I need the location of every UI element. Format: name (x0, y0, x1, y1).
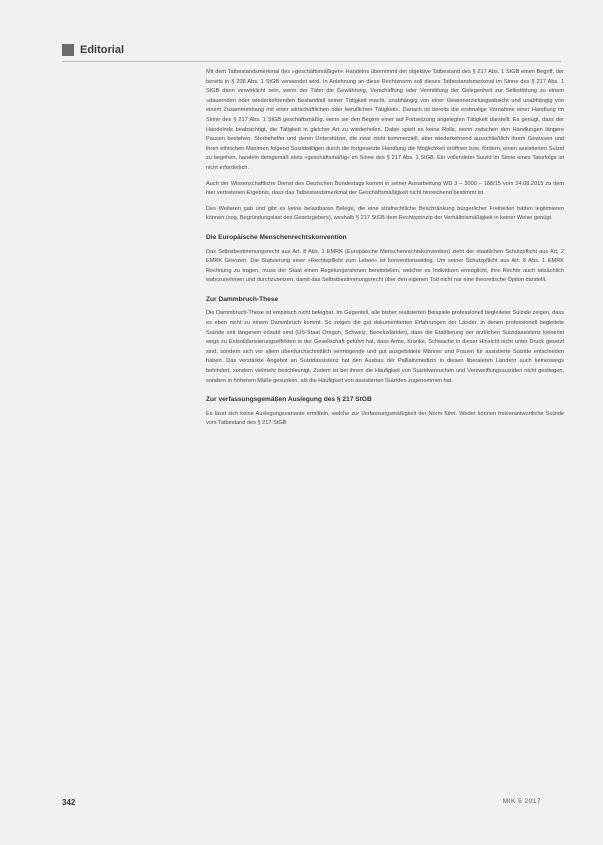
page-footer (0, 798, 603, 812)
section-header (62, 44, 124, 56)
paragraph: Mit dem Tatbestandsmerkmal des »geschäftsmäßigen« Handelns übernimmt der objektive Tatbestand des § 217 Abs. 1 StGB einen Begriff, der bereits in § 206 Abs. 1 StGB verwendet wird. In Anlehnung an diese Rechtsnorm soll dieses Tatbestandsmerkmal im Sinne des § 217 Abs. 1 StGB dann verwirklicht sein, wenn der Täter die Gewährung, Verschaffung oder Vermittlung der Gelegenheit zur Selbsttötung zu einem »dauernden oder wiederkehrenden Bestandteil seiner Tätigkeit macht, unabhängig von einer Gewinnerzielungsabsicht und unabhängig von einem Zusammenhang mit einer wirtschaftlichen oder beruflichen Tätigkeit«. Danach ist bereits die erstmalige Vornahme einer Handlung im Sinne des § 217 Abs. 1 StGB geschäftsmäßig, wenn sie den Beginn einer auf Fortsetzung angelegten Tätigkeit darstellt. Es genügt, dass der Handelnde beabsichtigt, die Tätigkeit in gleicher Art zu wiederholen. Dabei spielt es keine Rolle, wenn zwischen den Handlungen längere Pausen bestehen. Sterbehelfer und deren Unterstützer, die zwar nicht kommerziell, aber wiederkehrend ausschließlich ihrem Gewissen und ihren ethischen Maximen folgend Suizidwilligen durch die fortgesetzte Handlung die Möglichkeit eröffnen bzw. fördern, einen assistierten Suizid zu begehen, handeln demgemäß stets »geschäftsmäßig« im Sinne des § 217 Abs. 1 StGB. Ein vollendeter Suizid im Sinne eines Tatorfolgs ist nicht erforderlich. (206, 69, 564, 171)
paragraph: Die Dammbruch-These ist empirisch nicht belegbar. Im Gegenteil, alle bisher realisierten Beispiele professionell begleiteter Suizide zeigen, dass es eben nicht zu einem Dammbruch kommt. So zeigen die gut dokumentierten Erfahrungen der Länder, in denen professionell begleitete Suizide seit längerem erlaubt sind (US-Staat Oregon, Schweiz, Beneluxländer), dass die Etablierung der ärztlichen Suizidassistenz keinerlei wegs zu Entsolidarisierungseffekten in der Gesellschaft geführt hat, dass Arme, Kranke, Schwache in dieser Hinsicht nicht unter Druck gesetzt sind, sondern sich vor allem überdurchschnittlich vermögende und gut ausgebildete Männer und Frauen für assistierte Suizide entschieden haben. Das verstärkte Angebot an Suizidassistenz hat den Ausbau der Palliativmedizin in diesen liberaleren Ländern auch keineswegs behindert, sondern vielmehr beschleunigt. Zudem ist bei ihnen die Häufigkeit von Suizidversuchen und Verzweiflungssuiziden nicht gestiegen, sondern in höherem Maße gesunken, als die Häufigkeit von assistierten Suiziden zugenommen hat. (206, 310, 564, 384)
section-marker-icon (62, 44, 74, 56)
subheading: Zur Dammbruch-These (206, 295, 279, 303)
section-title: Editorial (80, 44, 125, 56)
paragraph: Auch der Wissenschaftliche Dienst des Deutschen Bundestags kommt in seiner Ausarbeitung WD 3 – 3000 – 188/15 vom 24.08.2015 zu dem hier vertretenen Ergebnis, dass das Tatbestandsmerkmal der Geschäftsmäßigkeit nicht hinreichend bestimmt ist. (206, 180, 564, 197)
subheading: Zur verfassungsgemäßen Auslegung des § 217 StGB (206, 396, 372, 404)
journal-reference: MIK 5 2017 (502, 798, 541, 805)
page-number: 342 (62, 798, 76, 807)
paragraph: Das Selbstbestimmungsrecht aus Art. 8 Abs. 1 EMRK (Europäische Menschenrechtskonvention) zieht der staatlichen Schutzpflicht aus Art. 2 EMRK Grenzen. Die Statuierung einer »Rechtspflicht zum Leben« ist konventionswidrig. Um seiner Schutzpflicht aus Art. 8 Abs. 1 EMRK Rechnung zu tragen, muss der Staat einen Regelungsrahmen bereitstellen, welcher es Individuen ermöglicht, ihre Rechte auch tatsächlich wahrzunehmen und durchzusetzen, damit das Selbstbestimmungsrecht über den eigenen Tod nicht nur eine theoretische Option darstellt. (206, 248, 564, 284)
header-rule (62, 61, 561, 62)
subheading: Die Europäische Menschenrechtskonvention (206, 233, 347, 241)
article-body (206, 68, 564, 435)
paragraph: Des Weiteren gab und gibt es keine belastbaren Belege, die eine strafrechtliche Beschränkung bürgerlicher Freiheiten hätten legitimieren können (sog. Begründungslast des Gesetzgebers), weshalb § 217 StGB dem Rechtsprinzip der Verhältnismäßigkeit in keiner Weise genügt. (206, 205, 564, 222)
paragraph: Es lässt sich keine Auslegungsvariante ermitteln, welche zur Verfassungsmäßigkeit der Norm führt. Weder können freiverantwortliche Suizide vom Tatbestand des § 217 StGB (206, 410, 564, 427)
